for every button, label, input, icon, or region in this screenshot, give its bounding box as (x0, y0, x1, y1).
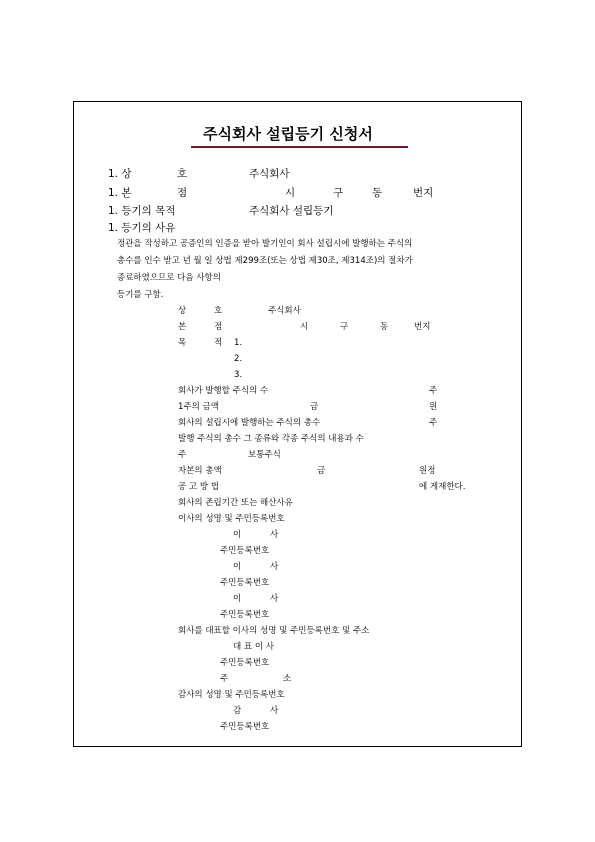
item-purpose-n3: 3. (234, 370, 243, 380)
director-3-id-label: 주민등록번호 (220, 610, 270, 620)
item-directors-label: 이사의 성명 및 주민등록번호 (178, 514, 285, 524)
auditor-role-b: 사 (270, 706, 279, 716)
item-representative-label: 회사를 대표할 이사의 성명 및 주민등록번호 및 주소 (178, 626, 370, 636)
item-duration-label: 회사의 존립기간 또는 해산사유 (178, 498, 293, 508)
director-2-role-a: 이 (233, 562, 242, 572)
trade-name-label-a: 1. 상 (108, 168, 132, 180)
item-share-types-label: 발행 주식의 총수 그 종류와 각종 주식의 내용과 수 (178, 434, 364, 444)
head-office-district: 구 (333, 187, 344, 199)
trade-name-label-b: 호 (177, 168, 188, 180)
item-par-value-label: 1주의 금액 (178, 402, 219, 412)
item-purpose-l1: 목 (178, 338, 187, 348)
item-capital-mid: 금 (317, 466, 326, 476)
item-auditor-label: 감사의 성명 및 주민등록번호 (178, 690, 285, 700)
item-office-l1: 본 (178, 322, 187, 332)
item-office-city: 시 (300, 322, 309, 332)
reason-line-4: 등기를 구함. (117, 290, 164, 300)
item-office-l2: 점 (214, 322, 223, 332)
item-shares-total-label: 회사가 발행할 주식의 수 (178, 386, 269, 396)
item-trade-name-value: 주식회사 (268, 306, 301, 316)
reason-label: 1. 등기의 사유 (108, 222, 176, 234)
reason-line-2: 총수를 인수 받고 년 월 일 상법 제299조(또는 상법 제30조, 제314조)의 절차가 (117, 256, 413, 266)
director-2-id-label: 주민등록번호 (220, 578, 270, 588)
auditor-role-a: 감 (233, 706, 242, 716)
director-3-role-b: 사 (270, 594, 279, 604)
head-office-label-b: 점 (177, 187, 188, 199)
head-office-lot: 번지 (413, 187, 434, 199)
head-office-label-a: 1. 본 (108, 187, 132, 199)
item-share-types-sub-b: 보통주식 (248, 450, 281, 460)
head-office-dong: 동 (372, 187, 383, 199)
director-2-role-b: 사 (270, 562, 279, 572)
representative-id-label: 주민등록번호 (220, 658, 270, 668)
representative-role: 대 표 이 사 (233, 642, 274, 652)
item-purpose-n2: 2. (234, 354, 243, 364)
reason-line-3: 종료하였으므로 다음 사항의 (117, 273, 221, 283)
purpose-label: 1. 등기의 목적 (108, 205, 176, 217)
director-1-role-a: 이 (233, 530, 242, 540)
director-1-id-label: 주민등록번호 (220, 546, 270, 556)
auditor-id-label: 주민등록번호 (220, 722, 270, 732)
item-share-types-sub-a: 주 (178, 450, 187, 460)
head-office-city: 시 (285, 187, 296, 199)
director-1-role-b: 사 (270, 530, 279, 540)
purpose-value: 주식회사 설립등기 (249, 205, 334, 217)
item-par-value-mid: 금 (310, 402, 319, 412)
item-office-lot: 번지 (414, 322, 431, 332)
item-office-dong: 동 (380, 322, 389, 332)
trade-name-value: 주식회사 (249, 168, 290, 180)
representative-addr-a: 주 (220, 674, 229, 684)
item-trade-name-l1: 상 (178, 306, 187, 316)
item-office-district: 구 (340, 322, 349, 332)
title-underline (191, 146, 408, 148)
item-founding-shares-unit: 주 (429, 418, 438, 428)
item-shares-total-unit: 주 (429, 386, 438, 396)
item-purpose-n1: 1. (234, 338, 243, 348)
reason-line-1: 정관을 작성하고 공증인의 인증을 받아 발기인이 회사 설립시에 발행하는 주식의 (117, 239, 413, 249)
item-capital-unit: 원정 (419, 466, 436, 476)
representative-addr-b: 소 (283, 674, 292, 684)
document-title: 주식회사 설립등기 신청서 (203, 125, 373, 143)
item-trade-name-l2: 호 (214, 306, 223, 316)
item-notice-value: 에 게재한다. (419, 482, 466, 492)
item-purpose-l2: 적 (214, 338, 223, 348)
item-capital-label: 자본의 총액 (178, 466, 222, 476)
item-founding-shares-label: 회사의 설립시에 발행하는 주식의 총수 (178, 418, 321, 428)
item-par-value-unit: 원 (429, 402, 438, 412)
item-notice-label: 공 고 방 법 (178, 482, 219, 492)
director-3-role-a: 이 (233, 594, 242, 604)
